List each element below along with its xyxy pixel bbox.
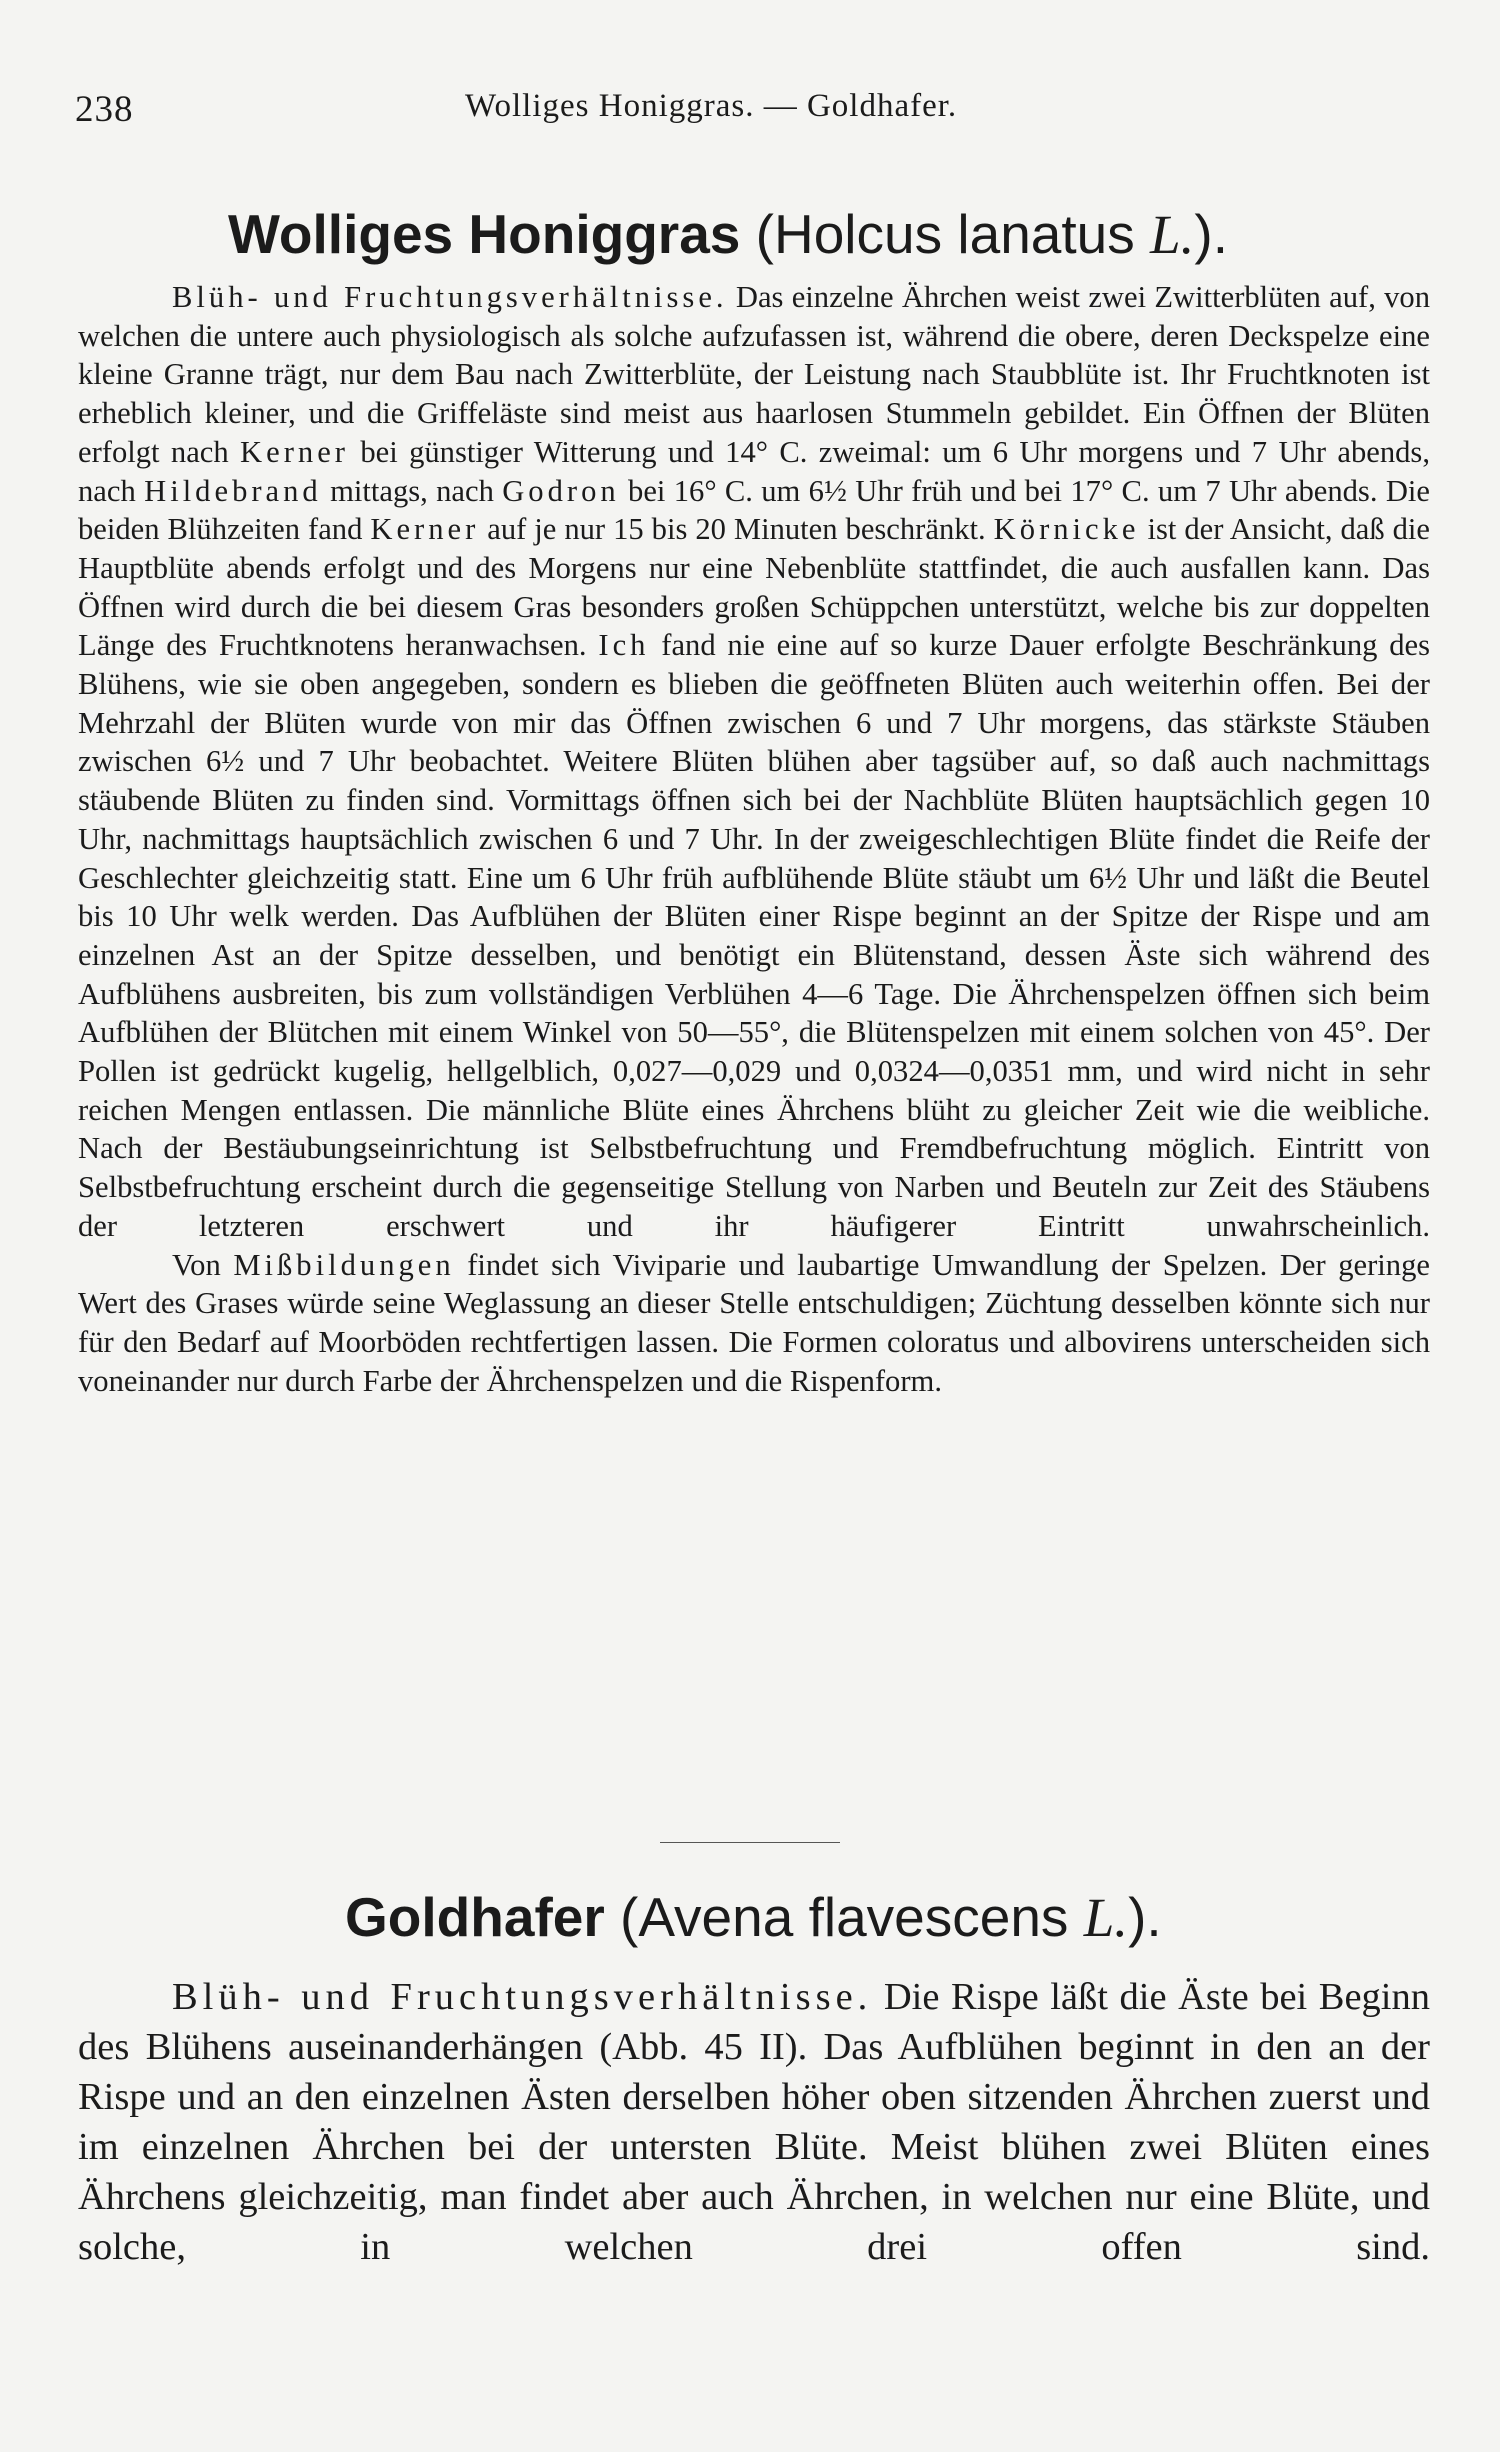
page-number: 238 — [75, 89, 134, 130]
text-run: Von — [172, 1247, 234, 1282]
heading-close: ). — [1128, 1886, 1162, 1948]
heading-close: ). — [1194, 203, 1228, 265]
text-run: ist der Ansicht, daß die Hauptblüte abends erfolgt und des Morgens nur eine Nebenblüte stattfindet, die auch ausfallen kann. Das Öffnen wird durch die bei diesem Gras besonders großen Schüppchen unterstützt, welche bis zur doppelten Länge des Fruchtknotens heranwachsen. — [78, 512, 1431, 663]
heading-latin: (Holcus lanatus — [740, 203, 1151, 265]
text-run: Die Rispe läßt die Äste bei Beginn des Blühens auseinanderhängen (Abb. 45 II). Das Aufblühen beginnt in den an der Rispe und an den einzelnen Ästen derselben höher oben sitzenden Ährchen zuerst und im einzelnen Ährchen bei der untersten Blüte. Meist blühen zwei Blüten eines Ährchens gleichzeitig, man findet aber auch Ährchen, in welchen nur eine Blüte, und solche, in welchen drei offen sind. — [78, 1976, 1430, 2268]
text-run: mittags, nach — [321, 473, 503, 508]
author-name: Godron — [502, 473, 620, 508]
text-run: bei 16° C. um 6½ Uhr früh und bei 17° C. um 7 Uhr abends. Die beiden Blühzeiten fand — [78, 473, 1430, 547]
running-head — [75, 88, 1435, 138]
section-heading-goldhafer — [345, 1885, 1162, 1949]
author-name: Kerner — [240, 434, 349, 469]
text-run: fand nie eine auf so kurze Dauer erfolgte Beschränkung des Blühens, wie sie oben angegeben, sondern es blieben die geöffneten Blüten auch weiterhin offen. Bei der Mehrzahl der Blüten wurde von mir das Öffnen zwischen 6 und 7 Uhr morgens, das stärkste Stäuben zwischen 6½ und 7 Uhr beobachtet. Weitere Blüten blühen aber tagsüber auf, so daß auch nachmittags stäubende Blüten zu finden sind. Vormittags öffnen sich bei der Nachblüte Blüten hauptsächlich gegen 10 Uhr, nachmittags hauptsächlich zwischen 6 und 7 Uhr. In der zweigeschlechtigen Blüte findet die Reife der Geschlechter gleichzeitig statt. Eine um 6 Uhr früh aufblühende Blüte stäubt um 6½ Uhr und läßt die Beutel bis 10 Uhr welk werden. Das Aufblühen der Blüten einer Rispe beginnt an der Spitze der Rispe und am einzelnen Ast an der Spitze desselben, und benötigt ein Blütenstand, dessen Äste sich während des Aufblühens ausbreiten, bis zum vollständigen Verblühen 4—6 Tage. Die Ährchenspelzen öffnen sich beim Aufblühen der Blütchen mit einem Winkel von 50—55°, die Blütenspelzen mit einem solchen von 45°. Der Pollen ist gedrückt kugelig, hellgelblich, 0,027—0,029 und 0,0324—0,0351 mm, und wird nicht in sehr reichen Mengen entlassen. Die männliche Blüte eines Ährchens blüht zu gleicher Zeit wie die weibliche. Nach der Bestäubungseinrichtung ist Selbstbefruchtung und Fremdbefruchtung möglich. Eintritt von Selbstbefruchtung erscheint durch die gegenseitige Stellung von Narben und Beuteln zur Zeit des Stäubens der letzteren erschwert und ihr häufigerer Eintritt unwahrscheinlich. — [78, 628, 1431, 1243]
spaced-lead: Blüh- und Fruchtungsverhältnisse. — [172, 280, 728, 314]
paragraph-bluehverhaeltnisse — [78, 278, 1430, 1246]
heading-author: L. — [1150, 204, 1195, 265]
paragraph-missbildungen — [78, 1246, 1430, 1401]
heading-name: Wolliges Honiggras — [228, 203, 741, 265]
text-run: Das einzelne Ährchen weist zwei Zwitterblüten auf, von welchen die untere auch physiologisch als solche aufzufassen ist, während die obere, deren Deckspelze eine kleine Granne trägt, nur dem Bau nach Zwitterblüte, der Leistung nach Staubblüte ist. Ihr Fruchtknoten ist erheblich kleiner, und die Griffeläste sind meist aus haarlosen Stummeln gebildet. Ein Öffnen der Blüten erfolgt nach — [78, 280, 1430, 469]
spaced-term: Mißbildungen — [233, 1247, 455, 1282]
heading-name: Goldhafer — [345, 1886, 605, 1948]
heading-latin: (Avena flavescens — [604, 1886, 1084, 1948]
section-divider — [660, 1842, 840, 1843]
text-run: auf je nur 15 bis 20 Minuten beschränkt. — [479, 512, 994, 547]
section-heading-honiggras — [228, 202, 1228, 266]
section-body-goldhafer — [78, 1972, 1430, 2272]
heading-author: L. — [1083, 1887, 1129, 1948]
author-name: Körnicke — [993, 512, 1140, 547]
emphasis: Ich — [598, 628, 650, 663]
paragraph-goldhafer — [78, 1972, 1430, 2272]
running-title: Wolliges Honiggras. — Goldhafer. — [465, 88, 958, 124]
section-body-honiggras — [78, 278, 1430, 1400]
spaced-lead: Blüh- und Fruchtungsverhältnisse. — [172, 1976, 873, 2018]
author-name: Kerner — [370, 512, 480, 547]
author-name: Hildebrand — [144, 473, 322, 508]
text-run: findet sich Viviparie und laubartige Umwandlung der Spelzen. Der geringe Wert des Grases würde seine Weglassung an dieser Stelle entschuldigen; Züchtung desselben könnte sich nur für den Bedarf auf Moorböden rechtfertigen lassen. Die Formen coloratus und albovirens unterscheiden sich voneinander nur durch Farbe der Ährchenspelzen und die Rispenform. — [78, 1247, 1430, 1398]
text-run: bei günstiger Witterung und 14° C. zweimal: um 6 Uhr morgens und 7 Uhr abends, nach — [78, 434, 1430, 508]
